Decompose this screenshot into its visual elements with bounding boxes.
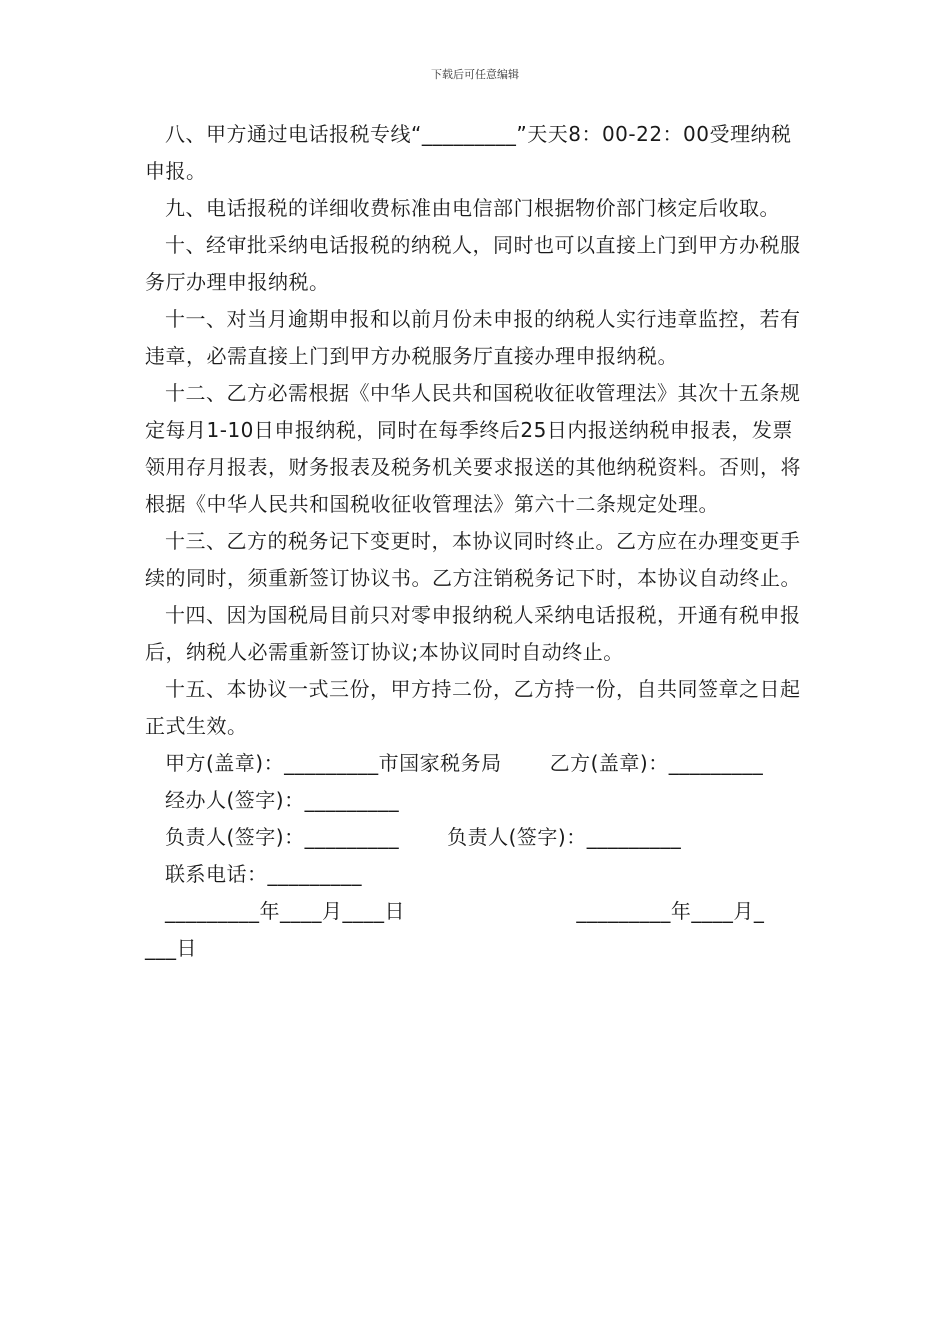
clause-11: 十一、对当月逾期申报和以前月份未申报的纳税人实行违章监控，若有违章，必需直接上门到甲方办税服务厅直接办理申报纳税。 — [145, 307, 801, 368]
signature-block — [145, 745, 810, 967]
clause-10: 十、经审批采纳电话报税的纳税人，同时也可以直接上门到甲方办税服务厅办理申报纳税。 — [145, 233, 801, 294]
clause-15: 十五、本协议一式三份，甲方持二份，乙方持一份，自共同签章之日起正式生效。 — [145, 677, 801, 738]
handler-signature-line: 经办人(签字)：_________ — [165, 788, 400, 812]
clause-8: 八、甲方通过电话报税专线“_________”天天8：00-22：00受理纳税申报。 — [145, 122, 792, 183]
date-line-tail: ___日 — [145, 936, 197, 960]
document-body — [145, 116, 810, 967]
clause-9: 九、电话报税的详细收费标准由电信部门根据物价部门核定后收取。 — [165, 196, 780, 220]
header-note: 下载后可任意编辑 — [431, 68, 519, 81]
responsible-signature-line: 负责人(签字)：_________ 负责人(签字)：_________ — [165, 825, 682, 849]
clause-14: 十四、因为国税局目前只对零申报纳税人采纳电话报税，开通有税申报后，纳税人必需重新签订协议;本协议同时自动终止。 — [145, 603, 801, 664]
contact-phone-line: 联系电话：_________ — [165, 862, 362, 886]
party-seal-line: 甲方(盖章)：_________市国家税务局 乙方(盖章)：_________ — [165, 751, 764, 775]
date-line: _________年____月____日 _________年____月_ — [165, 899, 765, 923]
clause-12: 十二、乙方必需根据《中华人民共和国税收征收管理法》其次十五条规定每月1-10日申报纳税，同时在每季终后25日内报送纳税申报表，发票领用存月报表，财务报表及税务机关要求报送的其他纳税资料。否则，将根据《中华人民共和国税收征收管理法》第六十二条规定处理。 — [145, 381, 801, 516]
clause-13: 十三、乙方的税务记下变更时，本协议同时终止。乙方应在办理变更手续的同时，须重新签订协议书。乙方注销税务记下时，本协议自动终止。 — [145, 529, 801, 590]
